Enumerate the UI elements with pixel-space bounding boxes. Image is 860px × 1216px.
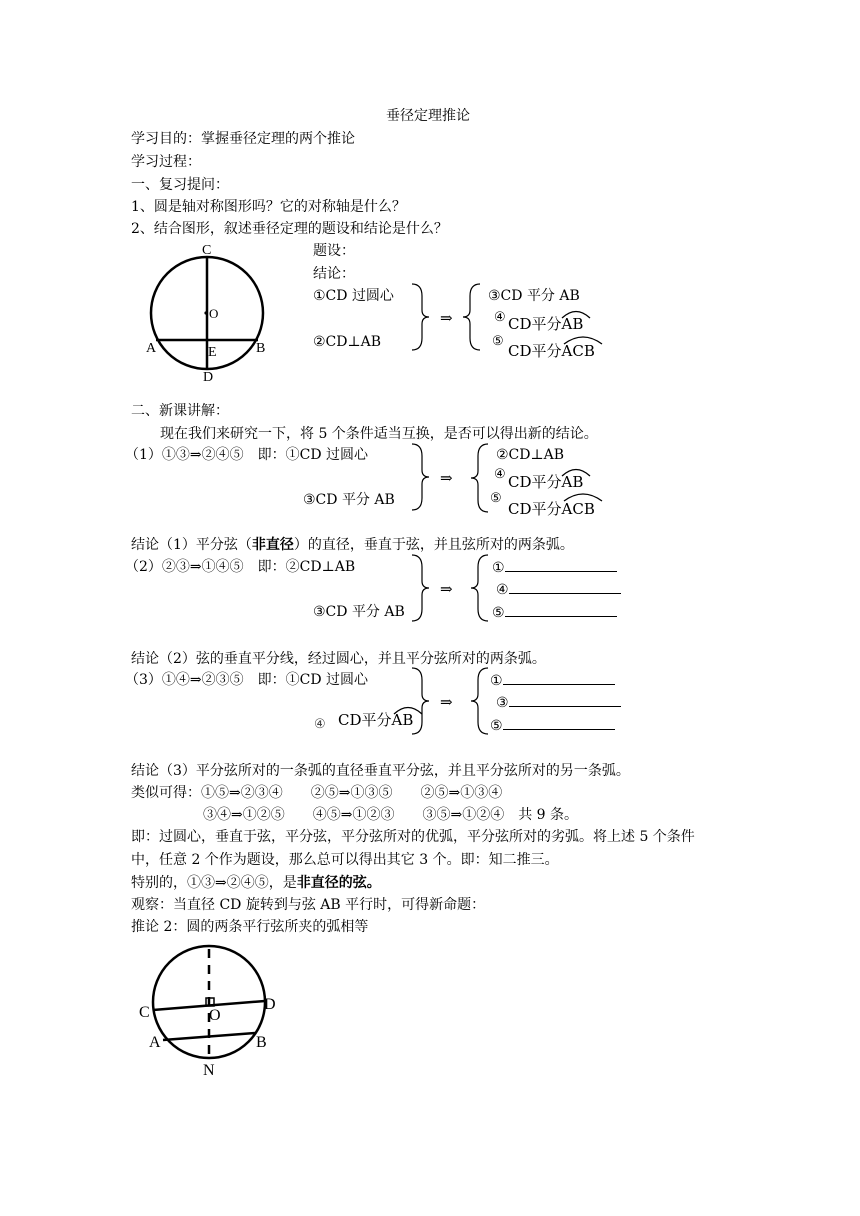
right-brace-2 (410, 442, 430, 512)
label-c-2: C (139, 1004, 150, 1021)
label-n-2: N (203, 1062, 215, 1079)
case-1-premise-2: ③CD 平分 AB (303, 492, 395, 508)
case-3-result-3: ⑤ (490, 716, 615, 735)
conclusion-3: ③CD 平分 AB (488, 288, 580, 304)
implies-arrow-2: ⇒ (440, 469, 453, 487)
conclusion-2: 结论（2）弦的垂直平分线，经过圆心，并且平分弦所对的两条弧。 (131, 651, 546, 667)
implies-arrow-4: ⇒ (440, 693, 453, 711)
arc-acb-symbol-2 (562, 490, 604, 502)
right-brace-3 (410, 553, 430, 623)
similar-line-2: ③④⇒①②⑤ ④⑤⇒①②③ ③⑤⇒①②④ 共 9 条。 (203, 807, 578, 823)
arc-acb-symbol-1 (562, 333, 604, 345)
conclusion-label: 结论： (313, 266, 355, 282)
case-3-premise-2: CD平分AB (338, 711, 414, 729)
case-2-result-1: ① (492, 558, 617, 577)
case-2-result-3: ⑤ (492, 603, 617, 622)
arc-ab-symbol-2 (560, 465, 592, 477)
new-lesson-heading: 二、新课讲解： (131, 403, 229, 419)
observation: 观察：当直径 CD 旋转到与弦 AB 平行时，可得新命题： (131, 897, 486, 913)
left-brace-2 (470, 442, 490, 514)
summary-line-2: 中，任意 2 个作为题设，那么总可以得出其它 3 个。即：知二推三。 (131, 852, 559, 868)
page-title: 垂径定理推论 (386, 108, 470, 124)
premise-1: ①CD 过圆心 (313, 288, 394, 304)
label-a-2: A (149, 1034, 161, 1051)
right-brace-4 (410, 666, 430, 736)
circle-diagram-1 (140, 240, 280, 385)
conclusion-1: 结论（1）平分弦（非直径）的直径，垂直于弦，并且弦所对的两条弧。 (131, 537, 574, 553)
label-b: B (256, 341, 266, 356)
intro-text: 现在我们来研究一下，将 5 个条件适当互换，是否可以得出新的结论。 (160, 426, 598, 442)
implies-arrow-3: ⇒ (440, 580, 453, 598)
label-o-2: O (209, 1007, 221, 1024)
case-3-premise-2-number: ④ (314, 717, 326, 732)
case-3-label: （3）①④⇒②③⑤ 即：①CD 过圆心 (125, 672, 369, 688)
label-o: O (209, 306, 219, 321)
conclusion-4-number: ④ (494, 310, 506, 325)
conclusion-4: CD平分AB (508, 315, 584, 333)
premise-2: ②CD⊥AB (313, 334, 382, 350)
left-brace-1 (462, 282, 482, 352)
question-1: 1、圆是轴对称图形吗？它的对称轴是什么？ (131, 199, 406, 215)
review-heading: 一、复习提问： (131, 177, 229, 193)
similar-line-1: 类似可得：①⑤⇒②③④ ②⑤⇒①③⑤ ②⑤⇒①③④ (131, 785, 503, 801)
learning-process: 学习过程： (131, 154, 201, 170)
learning-goal: 学习目的：掌握垂径定理的两个推论 (131, 131, 355, 147)
special-note: 特别的，①③⇒②④⑤，是非直径的弦。 (131, 875, 381, 891)
case-2-premise-2: ③CD 平分 AB (313, 604, 405, 620)
case-1-label: （1）①③⇒②④⑤ 即：①CD 过圆心 (125, 447, 369, 463)
conclusion-3: 结论（3）平分弦所对的一条弧的直径垂直平分弦，并且平分弦所对的另一条弧。 (131, 763, 630, 779)
case-1-result-2: CD平分AB (508, 473, 584, 491)
label-c: C (202, 243, 212, 258)
case-3-result-2: ③ (496, 693, 621, 712)
arc-ab-symbol-1 (560, 307, 592, 319)
conclusion-5-number: ⑤ (492, 334, 504, 349)
label-d: D (203, 370, 214, 385)
implies-arrow-1: ⇒ (440, 309, 453, 327)
question-2: 2、结合图形，叙述垂径定理的题设和结论是什么？ (131, 221, 448, 237)
label-b-2: B (256, 1034, 267, 1051)
case-3-result-1: ① (490, 671, 615, 690)
circle-diagram-2 (135, 945, 285, 1080)
case-2-label: （2）②③⇒①④⑤ 即：②CD⊥AB (125, 559, 356, 575)
case-1-result-2-number: ④ (494, 467, 506, 482)
case-2-result-2: ④ (496, 580, 621, 599)
premise-label: 题设： (313, 243, 355, 259)
case-1-result-3: CD平分ACB (508, 500, 595, 518)
right-brace-1 (410, 282, 430, 352)
left-brace-4 (470, 666, 490, 736)
conclusion-5: CD平分ACB (508, 342, 595, 360)
label-a: A (146, 341, 157, 356)
label-d-2: D (264, 996, 276, 1013)
summary-line-1: 即：过圆心，垂直于弦，平分弦，平分弦所对的优弧，平分弦所对的劣弧。将上述 5 个条件 (131, 829, 695, 845)
left-brace-3 (470, 553, 490, 623)
case-1-result-1: ②CD⊥AB (496, 447, 565, 463)
label-e: E (208, 345, 217, 360)
case-1-result-3-number: ⑤ (490, 491, 502, 506)
corollary-2: 推论 2：圆的两条平行弦所夹的弧相等 (131, 919, 369, 935)
